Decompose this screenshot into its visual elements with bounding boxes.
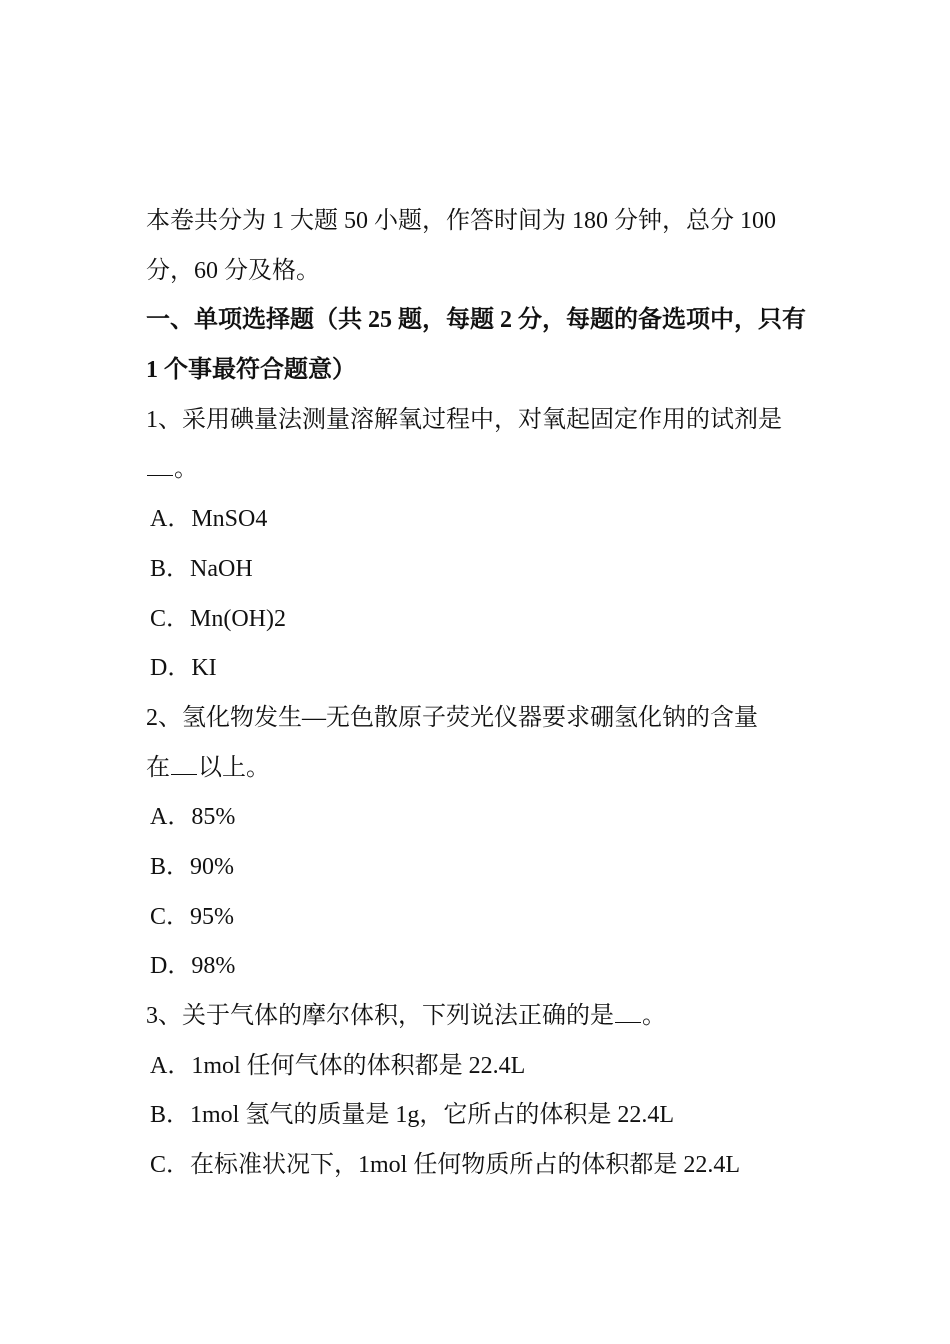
question-1-option-d: D．KI	[150, 655, 217, 682]
question-1-option-a: A．MnSO4	[150, 506, 268, 533]
section-heading-line-1: 一、单项选择题（共 25 题，每题 2 分，每题的备选项中，只有	[146, 307, 806, 334]
question-3-stem-end: 。	[642, 1003, 666, 1029]
document-body	[146, 197, 810, 1191]
question-1-stem-end: 。	[174, 456, 198, 483]
question-2-stem-start: 在	[146, 754, 170, 781]
section-heading-line-2: 1 个事最符合题意）	[146, 357, 356, 384]
intro-line-1: 本卷共分为 1 大题 50 小题，作答时间为 180 分钟，总分 100	[146, 208, 776, 234]
question-2-option-a: A．85%	[150, 804, 236, 831]
question-3-stem	[146, 992, 810, 1042]
answer-blank	[615, 1004, 641, 1023]
question-2-option-d: D．98%	[150, 953, 236, 980]
question-2-option-c: C．95%	[150, 903, 234, 930]
question-1-option-c: C．Mn(OH)2	[150, 605, 286, 632]
answer-blank	[147, 457, 173, 476]
question-2-stem: 2、氢化物发生—无色散原子荧光仪器要求硼氢化钠的含量	[146, 704, 758, 731]
question-3-option-b: B．1mol 氢气的质量是 1g，它所占的体积是 22.4L	[150, 1102, 675, 1129]
question-2-option-b: B．90%	[150, 853, 234, 880]
intro-line-2: 分，60 分及格。	[146, 257, 320, 284]
question-3-option-c: C．在标准状况下，1mol 任何物质所占的体积都是 22.4L	[150, 1152, 741, 1179]
question-1-stem-continued	[146, 445, 810, 495]
question-1-option-b: B．NaOH	[150, 555, 253, 582]
question-2-stem-end: 以上。	[198, 754, 270, 781]
question-3-option-a: A．1mol 任何气体的体积都是 22.4L	[150, 1052, 526, 1079]
question-3-stem-start: 3、关于气体的摩尔体积，下列说法正确的是	[146, 1003, 614, 1029]
answer-blank	[171, 756, 197, 775]
question-1-stem: 1、采用碘量法测量溶解氧过程中，对氧起固定作用的试剂是	[146, 406, 782, 433]
question-2-stem-continued	[146, 744, 810, 794]
